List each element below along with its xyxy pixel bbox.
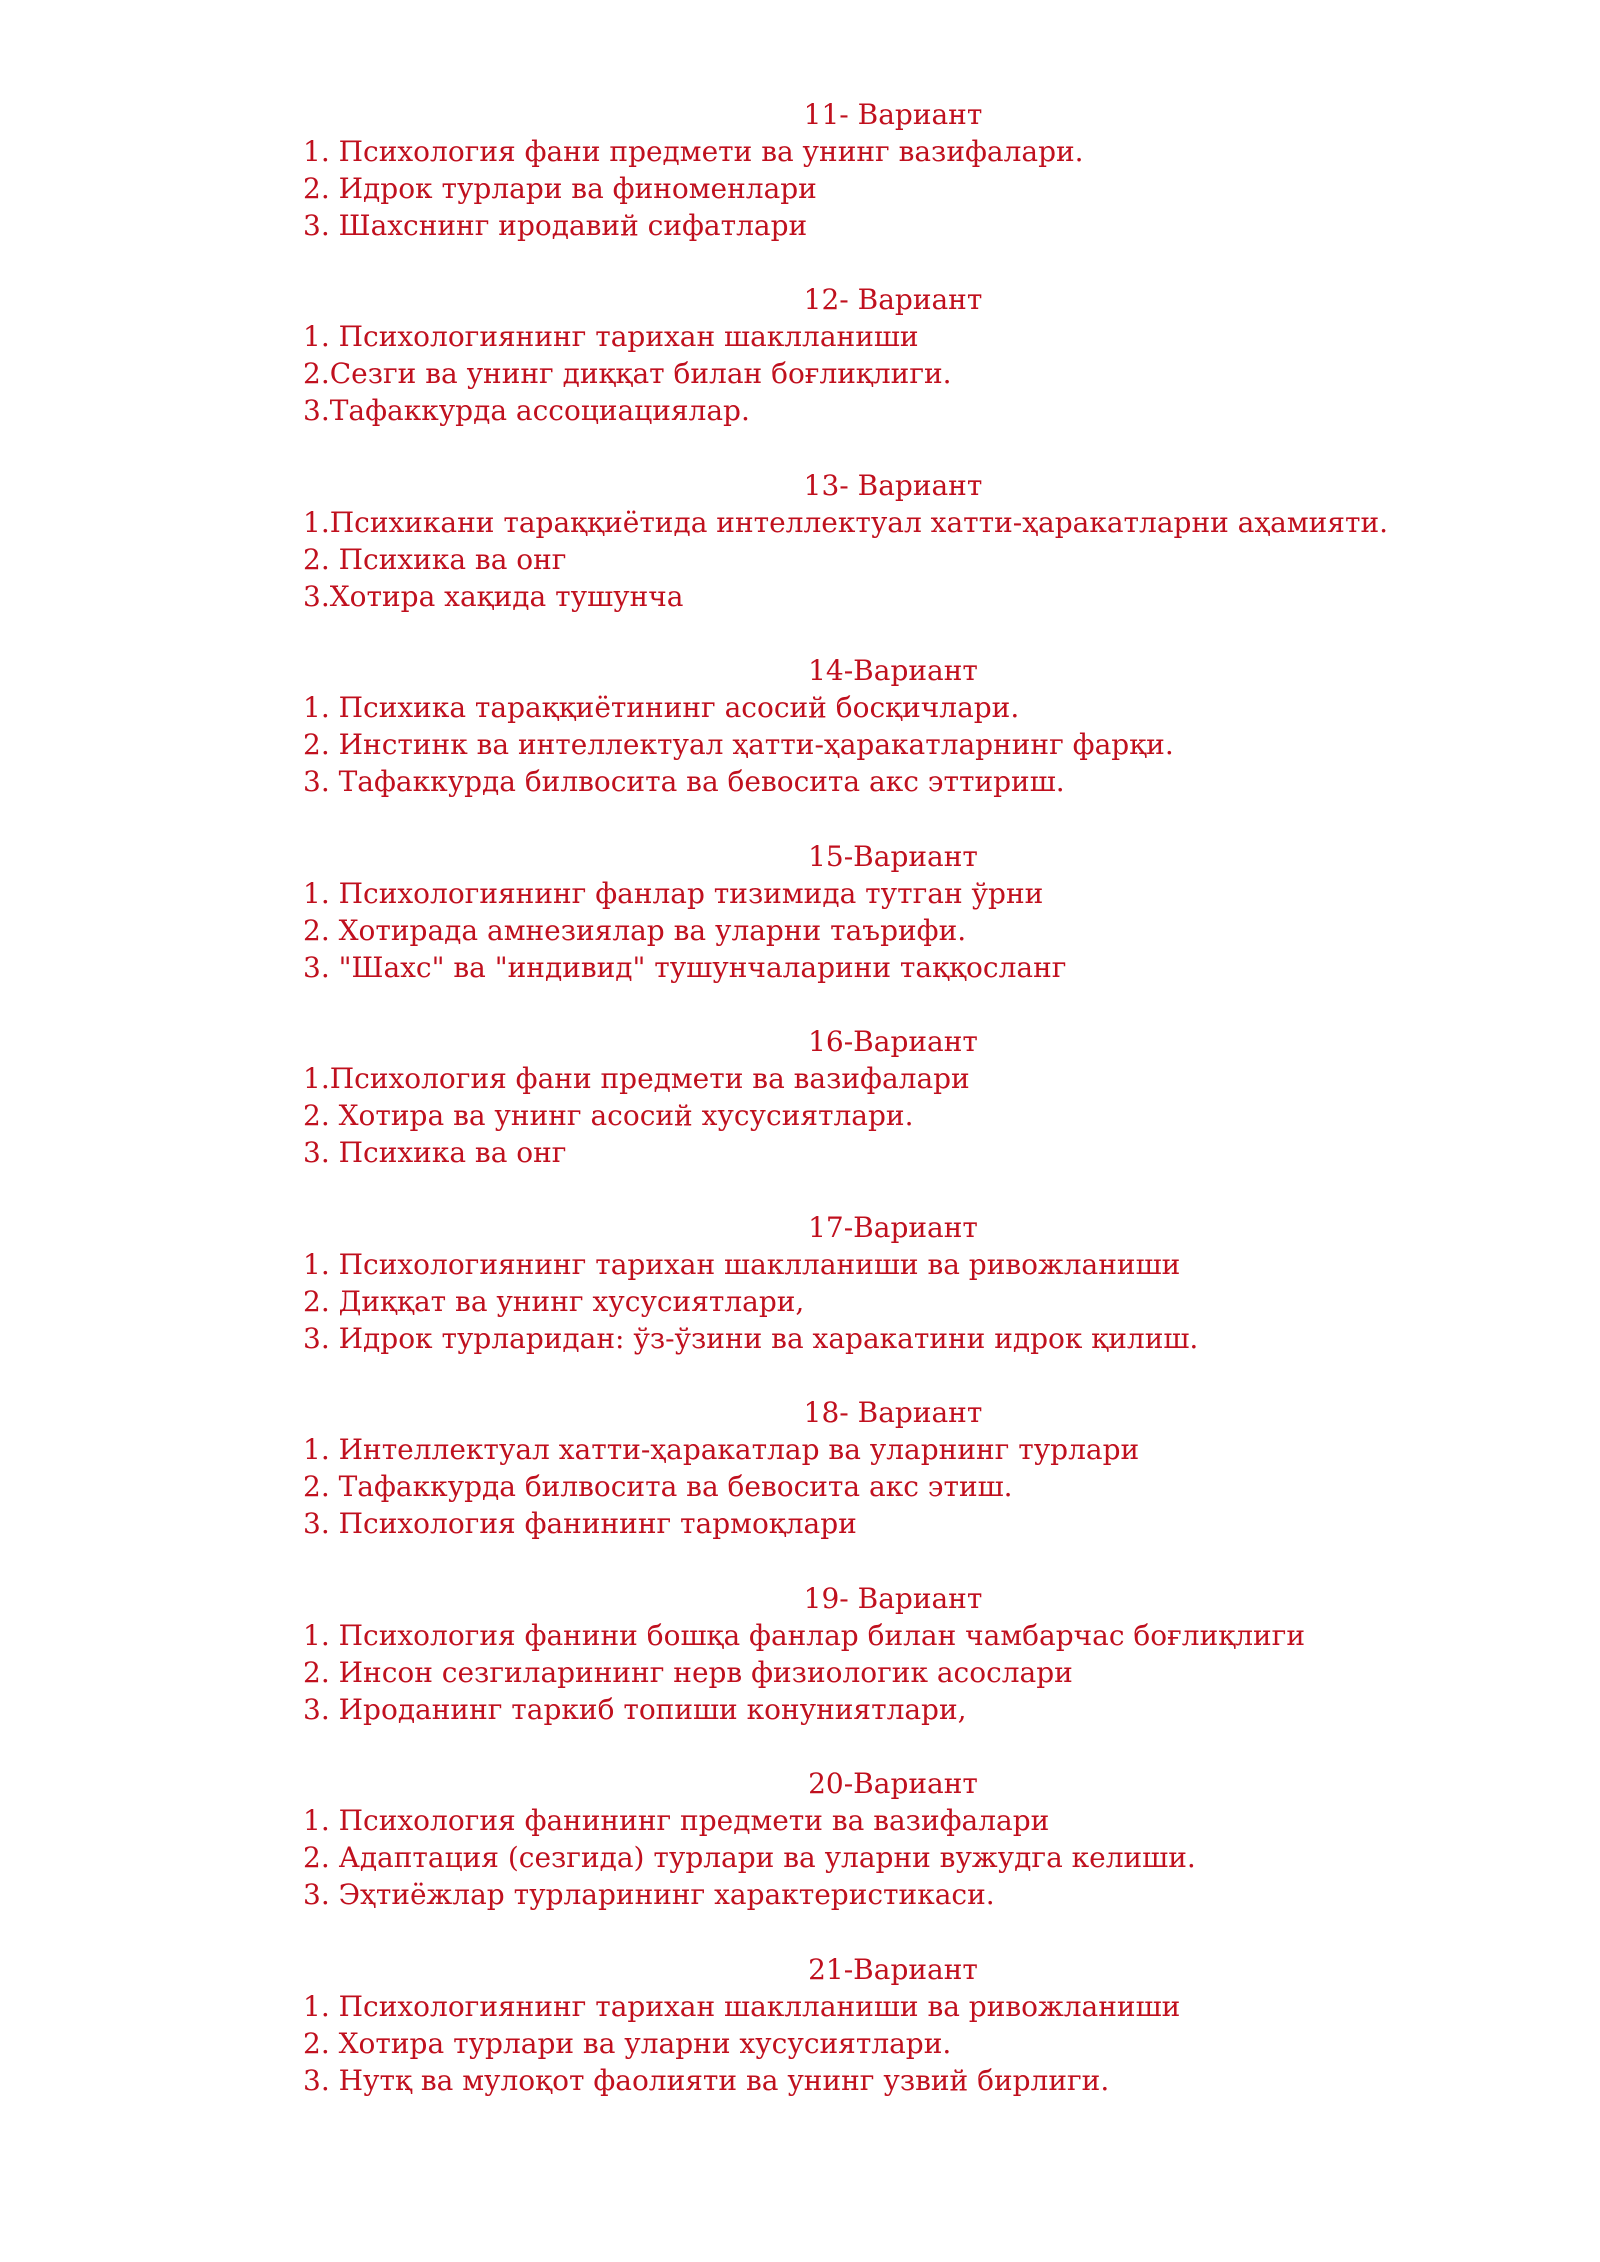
question-item: 1.Психология фани предмети ва вазифалари	[303, 1062, 970, 1095]
question-item: 2. Хотирада амнезиялар ва уларни таърифи.	[303, 914, 967, 947]
question-item: 3. Тафаккурда билвосита ва бевосита акс эттириш.	[303, 765, 1065, 798]
variant-title: 19- Вариант	[803, 1582, 983, 1615]
variant-block	[303, 96, 1503, 244]
question-item: 1. Психология фани предмети ва унинг вазифалари.	[303, 135, 1084, 168]
question-item: 3. Психология фанининг тармоқлари	[303, 1507, 857, 1540]
question-item: 2. Инстинк ва интеллектуал ҳатти-ҳаракатларнинг фарқи.	[303, 728, 1174, 761]
variant-title: 15-Вариант	[808, 840, 978, 873]
variant-block	[303, 1951, 1503, 2099]
variant-block	[303, 652, 1503, 800]
variant-block	[303, 1209, 1503, 1357]
variant-block	[303, 1394, 1503, 1542]
question-item: 1. Интеллектуал хатти-ҳаракатлар ва уларнинг турлари	[303, 1433, 1140, 1466]
variant-title: 21-Вариант	[808, 1953, 978, 1986]
variant-block	[303, 467, 1503, 615]
question-item: 1. Психологиянинг фанлар тизимида тутган ўрни	[303, 877, 1044, 910]
question-item: 1. Психологиянинг тарихан шаклланиши ва ривожланиши	[303, 1248, 1181, 1281]
question-item: 3. Ироданинг таркиб топиши конуниятлари,	[303, 1693, 967, 1726]
question-item: 3. Шахснинг иродавий сифатлари	[303, 209, 808, 242]
question-item: 1. Психология фанининг предмети ва вазифалари	[303, 1804, 1050, 1837]
variant-block	[303, 1765, 1503, 1913]
question-item: 1.Психикани тараққиётида интеллектуал хатти-ҳаракатларни аҳамияти.	[303, 506, 1389, 539]
variant-title: 12- Вариант	[803, 283, 983, 316]
variant-title: 20-Вариант	[808, 1767, 978, 1800]
question-item: 3.Хотира хақида тушунча	[303, 580, 684, 613]
question-item: 3. "Шахс" ва "индивид" тушунчаларини таққосланг	[303, 951, 1067, 984]
question-item: 2. Адаптация (сезгида) турлари ва уларни вужудга келиши.	[303, 1841, 1196, 1874]
question-item: 1. Психологиянинг тарихан шаклланиши ва ривожланиши	[303, 1990, 1181, 2023]
variant-block	[303, 1580, 1503, 1728]
variant-title: 13- Вариант	[803, 469, 983, 502]
variant-block	[303, 1023, 1503, 1171]
question-item: 3. Психика ва онг	[303, 1136, 567, 1169]
question-item: 1. Психологиянинг тарихан шаклланиши	[303, 320, 919, 353]
question-item: 2.Сезги ва унинг диққат билан боғлиқлиги.	[303, 357, 952, 390]
question-item: 3. Эҳтиёжлар турларининг характеристикаси.	[303, 1878, 995, 1911]
question-item: 2. Психика ва онг	[303, 543, 567, 576]
question-item: 2. Диққат ва унинг хусусиятлари,	[303, 1285, 805, 1318]
question-item: 2. Инсон сезгиларининг нерв физиологик асослари	[303, 1656, 1073, 1689]
question-item: 3. Идрок турларидан: ўз-ўзини ва харакатини идрок қилиш.	[303, 1322, 1199, 1355]
question-item: 2. Хотира ва унинг асосий хусусиятлари.	[303, 1099, 914, 1132]
question-item: 2. Тафаккурда билвосита ва бевосита акс этиш.	[303, 1470, 1013, 1503]
variant-block	[303, 838, 1503, 986]
question-item: 2. Хотира турлари ва уларни хусусиятлари.	[303, 2027, 952, 2060]
variant-title: 11- Вариант	[803, 98, 983, 131]
variant-title: 17-Вариант	[808, 1211, 978, 1244]
question-item: 2. Идрок турлари ва финоменлари	[303, 172, 817, 205]
variant-title: 16-Вариант	[808, 1025, 978, 1058]
question-item: 3.Тафаккурда ассоциациялар.	[303, 394, 750, 427]
variant-block	[303, 281, 1503, 429]
question-item: 1. Психология фанини бошқа фанлар билан чамбарчас боғлиқлиги	[303, 1619, 1305, 1652]
question-item: 1. Психика тараққиётининг асосий босқичлари.	[303, 691, 1020, 724]
question-item: 3. Нутқ ва мулоқот фаолияти ва унинг узвий бирлиги.	[303, 2064, 1110, 2097]
variant-title: 18- Вариант	[803, 1396, 983, 1429]
variant-title: 14-Вариант	[808, 654, 978, 687]
